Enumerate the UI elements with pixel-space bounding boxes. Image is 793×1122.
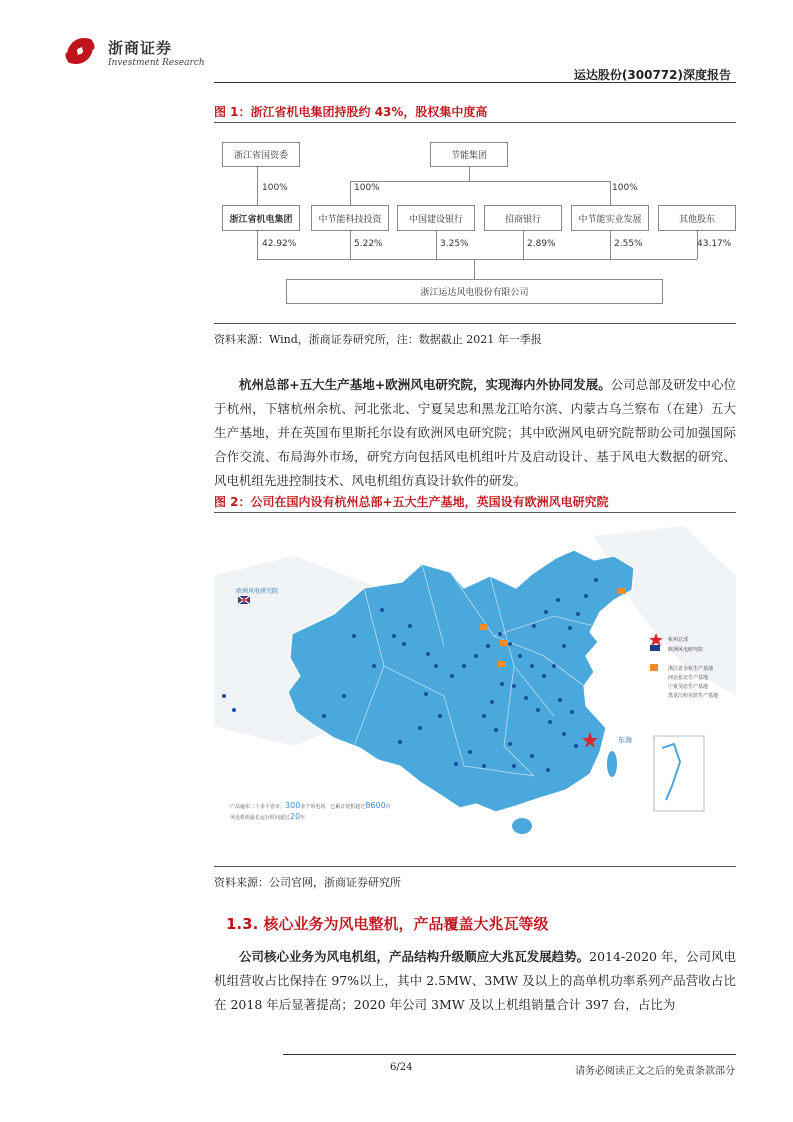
figure1-source: 资料来源：Wind，浙商证券研究所，注：数据截止 2021 年一季报: [214, 333, 542, 346]
logo-subtext: Investment Research: [108, 58, 205, 68]
paragraph-1-lead: 杭州总部+五大生产基地+欧洲风电研究院，实现海内外协同发展。: [239, 377, 611, 392]
base-icon: [650, 664, 658, 671]
taiwan-shape: [607, 751, 617, 777]
shareholder-box: 中节能科技投资: [311, 205, 389, 231]
figure2-source: 资料来源：公司官网，浙商证券研究所: [214, 876, 401, 889]
uk-flag-icon: [238, 596, 250, 604]
legend-item: 杭州总部: [668, 637, 689, 643]
pct-label: 42.92%: [262, 239, 297, 249]
paragraph-2-body: 2014-2020 年，公司风电机组营收占比保持在 97%以上，其中 2.5MW、3MW 及以上的高单机功率系列产品营收占比在 2018 年后显著提高；2020 年公司 3MW 及以上机组销量合计 397 台，占比为: [214, 949, 736, 1012]
paragraph-2-lead: 公司核心业务为风电机组，产品结构升级顺应大兆瓦发展趋势。: [239, 949, 590, 964]
pct-label: 5.22%: [354, 239, 383, 249]
pct-label: 100%: [612, 183, 638, 193]
shareholder-box: 招商银行: [484, 205, 562, 231]
figure1-bottom-rule: [214, 323, 736, 324]
sea-label: 东海: [618, 736, 632, 744]
paragraph-1-body: 公司总部及研发中心位于杭州，下辖杭州余杭、河北张北、宁夏吴忠和黑龙江哈尔滨、内蒙古乌兰察布（在建）五大生产基地，并在英国布里斯托尔设有欧洲风电研究院；其中欧洲风电研究院帮助公司加强国际合作交流、布局海外市场，研究方向包括风电机组叶片及启动设计、基于风电大数据的研究、风电机组先进控制技术、风电机组仿真设计软件的研发。: [214, 377, 736, 488]
pct-label: 43.17%: [697, 239, 732, 249]
pct-label: 2.89%: [527, 239, 556, 249]
logo-text: 浙商证券: [108, 39, 173, 57]
company-box: 浙江运达风电股份有限公司: [286, 279, 663, 304]
svg-text:风电机组最长运行时间超过20年: 风电机组最长运行时间超过20年: [230, 812, 306, 821]
pct-label: 3.25%: [440, 239, 469, 249]
footer-divider: [283, 1054, 736, 1055]
paragraph-2: [214, 945, 736, 1017]
figure1-top-rule: [214, 122, 736, 123]
figure1-title: 图 1：浙江省机电集团持股约 43%，股权集中度高: [214, 105, 488, 119]
legend-item: 黑龙江哈尔滨生产基地: [668, 693, 719, 699]
page-number: 6/24: [390, 1062, 413, 1073]
pct-label: 100%: [354, 183, 380, 193]
legend-item: 宁夏吴忠生产基地: [668, 684, 709, 690]
owner-energy-group-box: 节能集团: [430, 142, 508, 167]
base-icon: [498, 661, 506, 667]
base-icon: [500, 640, 508, 646]
shareholder-box: 中国建设银行: [397, 205, 475, 231]
pct-label: 2.55%: [614, 239, 643, 249]
section-title: 1.3. 核心业务为风电整机，产品覆盖大兆瓦等级: [226, 915, 549, 933]
sea-label: 黄海: [598, 676, 612, 684]
legend-item: 河北张北生产基地: [668, 675, 709, 681]
owner-sasac-box: 浙江省国资委: [222, 142, 300, 167]
hainan-shape: [512, 818, 532, 834]
figure2-bottom-rule: [214, 866, 736, 867]
shareholder-box: 其他股东: [658, 205, 736, 231]
uk-flag-icon: [650, 645, 660, 651]
logo-icon: [62, 32, 98, 70]
legend-item: 欧洲风电研究院: [668, 647, 704, 653]
report-title: 运达股份(300772)深度报告: [573, 68, 731, 82]
header-divider: [214, 82, 736, 83]
svg-text:产品遍布二十多个省市，300多个风电场，已累计装机超过860: 产品遍布二十多个省市，300多个风电场，已累计装机超过8600台: [230, 801, 391, 810]
shareholder-box: 浙江省机电集团: [222, 205, 300, 231]
shareholder-box: 中节能实业发展: [571, 205, 649, 231]
europe-label: 欧洲风电研究院: [236, 588, 279, 595]
base-icon: [480, 624, 488, 630]
legend-item: 浙江省余杭生产基地: [668, 666, 714, 672]
figure2-top-rule: [214, 512, 736, 513]
base-icon: [618, 588, 626, 594]
figure2-title: 图 2：公司在国内设有杭州总部+五大生产基地，英国设有欧洲风电研究院: [214, 495, 609, 509]
pct-label: 100%: [262, 183, 288, 193]
china-map: [214, 516, 736, 862]
paragraph-1: [214, 373, 736, 493]
footer-disclaimer: 请务必阅读正文之后的免责条款部分: [575, 1066, 735, 1077]
